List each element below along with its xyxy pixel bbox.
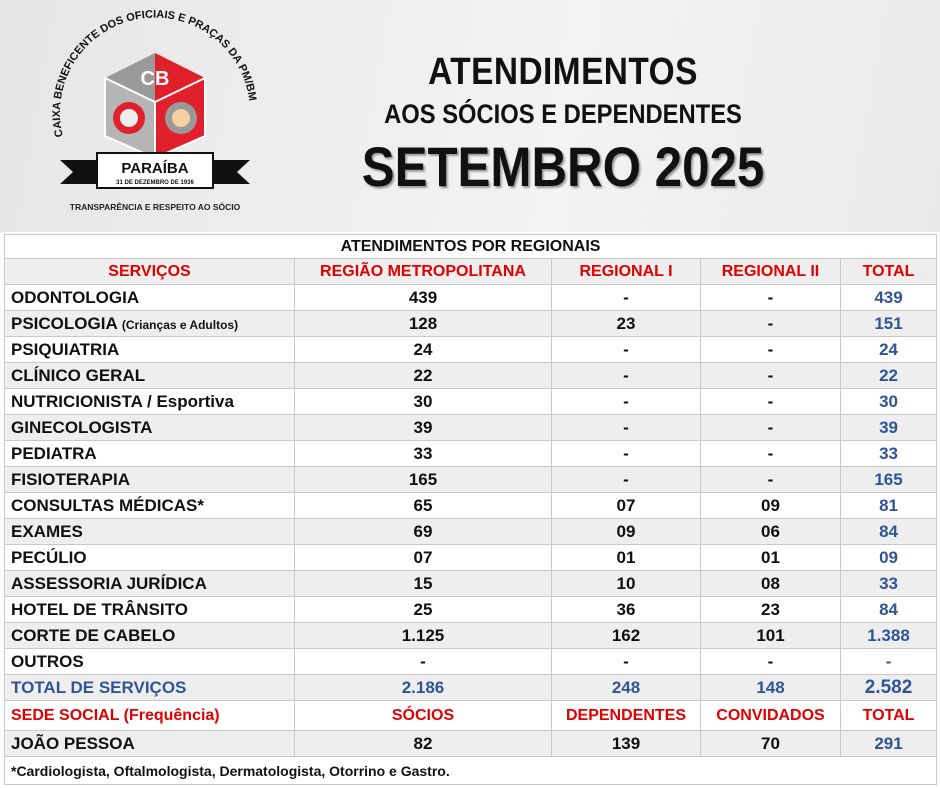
service-name [5,649,295,675]
table-row [5,285,937,311]
col-header: REGIONAL I [552,259,701,285]
cell-r2: 06 [701,519,841,545]
table-row [5,623,937,649]
service-label: CONSULTAS MÉDICAS* [11,495,204,515]
cell-r1: 10 [552,571,701,597]
cell-r1: 09 [552,519,701,545]
col-header: TOTAL [841,701,937,731]
cell: 291 [841,731,937,757]
cell-r2: 09 [701,493,841,519]
cell-r1: - [552,363,701,389]
table-row [5,493,937,519]
cell-r2: - [701,285,841,311]
service-name [5,337,295,363]
cell-r1: - [552,415,701,441]
cell-metro: 39 [295,415,552,441]
sede-header-row [5,701,937,731]
cell-r1: - [552,467,701,493]
cell: 139 [552,731,701,757]
cell: 70 [701,731,841,757]
table-row [5,597,937,623]
service-label: PSICOLOGIA [11,313,118,333]
cell-r2: - [701,337,841,363]
cell-r2: - [701,441,841,467]
cell-total: - [841,649,937,675]
cell-total: 33 [841,441,937,467]
cell-total: 30 [841,389,937,415]
logo-tagline: TRANSPARÊNCIA E RESPEITO AO SÓCIO [69,202,241,212]
cell: 148 [701,675,841,701]
service-label: ASSESSORIA JURÍDICA [11,573,207,593]
cell-total: 24 [841,337,937,363]
service-note: (Crianças e Adultos) [121,317,239,332]
cell-r2: - [701,467,841,493]
cell-metro: 15 [295,571,552,597]
cell-metro: 69 [295,519,552,545]
service-label: OUTROS [11,651,84,671]
month-title: SETEMBRO 2025 [361,135,765,198]
service-name [5,623,295,649]
header-banner [0,0,940,232]
col-header: REGIÃO METROPOLITANA [295,259,552,285]
cell-metro: 22 [295,363,552,389]
service-name [5,597,295,623]
cell: 248 [552,675,701,701]
cell-r2: 23 [701,597,841,623]
title: ATENDIMENTOS [428,51,698,93]
col-header: DEPENDENTES [552,701,701,731]
logo-initials: CB [140,68,170,90]
service-name [5,389,295,415]
col-header: CONVIDADOS [701,701,841,731]
service-name [5,311,295,337]
service-name [5,441,295,467]
service-label: ODONTOLOGIA [11,287,140,307]
logo-date: 31 DE DEZEMBRO DE 1936 [116,180,194,186]
cell-metro: 439 [295,285,552,311]
col-header: SÓCIOS [295,701,552,731]
header-row [5,259,937,285]
cell: 2.582 [841,675,937,701]
cell: JOÃO PESSOA [5,731,295,757]
cell-metro: - [295,649,552,675]
cell-r2: - [701,363,841,389]
cell-total: 439 [841,285,937,311]
footnote: *Cardiologista, Oftalmologista, Dermatologista, Otorrino e Gastro. [5,757,937,785]
cell-total: 84 [841,519,937,545]
cell-r1: 162 [552,623,701,649]
col-header: SEDE SOCIAL (Frequência) [5,701,295,731]
cell-r2: 101 [701,623,841,649]
cell-r1: 01 [552,545,701,571]
service-label: CLÍNICO GERAL [11,365,146,385]
service-label: CORTE DE CABELO [11,625,176,645]
table-row [5,649,937,675]
cell-r2: 01 [701,545,841,571]
cell-total: 1.388 [841,623,937,649]
cell-total: 09 [841,545,937,571]
table-row [5,467,937,493]
service-label: FISIOTERAPIA [11,469,131,489]
cell-r1: - [552,441,701,467]
table-row [5,311,937,337]
table-row [5,389,937,415]
col-header: REGIONAL II [701,259,841,285]
services-table [4,234,937,785]
cell-r1: - [552,337,701,363]
service-name [5,519,295,545]
cell-total: 81 [841,493,937,519]
cell: 82 [295,731,552,757]
col-header: SERVIÇOS [5,259,295,285]
service-name [5,493,295,519]
cell-r1: - [552,649,701,675]
cell-metro: 65 [295,493,552,519]
cell-metro: 128 [295,311,552,337]
service-label: PSIQUIATRIA [11,339,120,359]
cell-metro: 07 [295,545,552,571]
cell-metro: 25 [295,597,552,623]
cell-total: 39 [841,415,937,441]
logo-state: PARAÍBA [121,160,189,177]
service-name [5,415,295,441]
cell-r2: - [701,415,841,441]
logo-arc-text: CAIXA BENEFICENTE DOS OFICIAIS E PRAÇAS DA PM/BM [50,8,259,139]
service-label: NUTRICIONISTA / Esportiva [11,391,234,411]
service-label: HOTEL DE TRÂNSITO [11,599,188,619]
totals-row [5,675,937,701]
service-name [5,363,295,389]
table-row [5,545,937,571]
table-row [5,363,937,389]
cell-total: 33 [841,571,937,597]
cell-metro: 30 [295,389,552,415]
cell-metro: 165 [295,467,552,493]
cb-logo [45,8,265,198]
cell-r2: 08 [701,571,841,597]
cell-r1: - [552,285,701,311]
cell-r2: - [701,311,841,337]
cell-metro: 24 [295,337,552,363]
cell-r1: 36 [552,597,701,623]
service-name [5,467,295,493]
service-name [5,545,295,571]
cell-total: 84 [841,597,937,623]
subtitle: AOS SÓCIOS E DEPENDENTES [384,99,742,129]
cell-metro: 33 [295,441,552,467]
table-row [5,441,937,467]
service-name [5,571,295,597]
cell-r1: 07 [552,493,701,519]
cell: 2.186 [295,675,552,701]
cell-total: 22 [841,363,937,389]
table-row [5,571,937,597]
cell-r2: - [701,649,841,675]
table-caption: ATENDIMENTOS POR REGIONAIS [5,235,937,259]
service-label: PECÚLIO [11,547,87,567]
service-name [5,285,295,311]
col-header: TOTAL [841,259,937,285]
cell-total: 151 [841,311,937,337]
cell-metro: 1.125 [295,623,552,649]
service-label: PEDIATRA [11,443,97,463]
cell-r1: 23 [552,311,701,337]
table-row [5,337,937,363]
totals-label: TOTAL DE SERVIÇOS [5,675,295,701]
service-label: EXAMES [11,521,83,541]
table-row [5,415,937,441]
sede-row [5,731,937,757]
service-label: GINECOLOGISTA [11,417,153,437]
cell-r2: - [701,389,841,415]
table-row [5,519,937,545]
cell-r1: - [552,389,701,415]
cell-total: 165 [841,467,937,493]
